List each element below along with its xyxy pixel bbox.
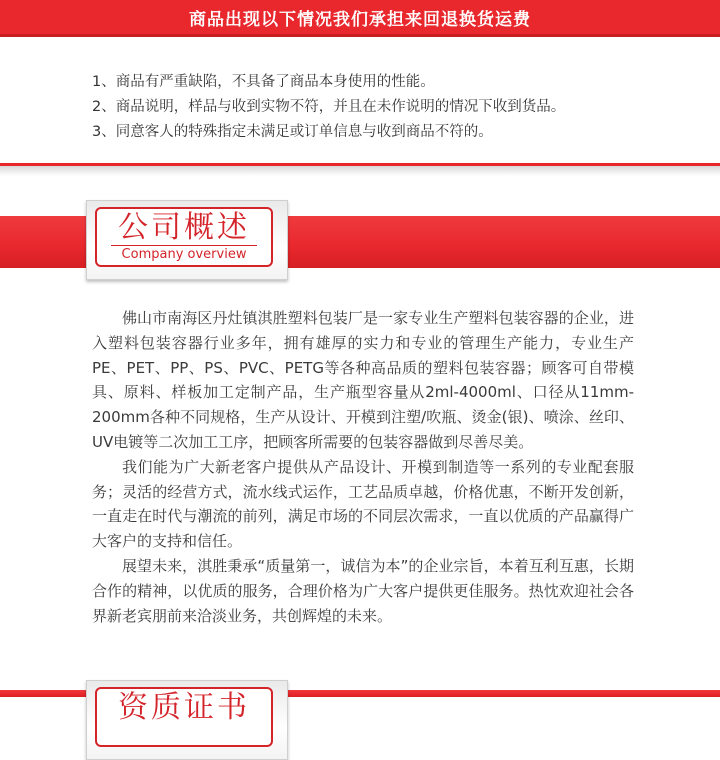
next-section-title: 资质证书 (118, 690, 250, 725)
next-section-tab (86, 680, 288, 760)
returns-shadow (0, 166, 720, 176)
intro-paragraph: 展望未来，淇胜秉承“质量第一，诚信为本”的企业宗旨，本着互利互惠，长期合作的精神，以优质的服务，合理价格为广大客户提供更佳服务。热忱欢迎社会各界新老宾朋前来洽淡业务，共创辉煌的未来。 (92, 556, 634, 625)
company-intro (92, 306, 634, 628)
returns-list (92, 70, 565, 145)
list-item: 2、商品说明，样品与收到实物不符，并且在未作说明的情况下收到货品。 (92, 99, 566, 115)
company-overview-tab-frame (95, 207, 273, 267)
section-title: 公司概述 (118, 210, 250, 245)
list-item: 1、商品有严重缺陷，不具备了商品本身使用的性能。 (92, 74, 435, 90)
list-item: 3、同意客人的特殊指定未满足或订单信息与收到商品不符的。 (92, 124, 493, 140)
company-overview-tab (86, 200, 288, 280)
section-subtitle: Company overview (111, 245, 257, 263)
returns-banner (0, 0, 720, 37)
intro-paragraph: 佛山市南海区丹灶镇淇胜塑料包装厂是一家专业生产塑料包装容器的企业，进入塑料包装容器行业多年，拥有雄厚的实力和专业的管理生产能力，专业生产PE、PET、PP、PS、PVC、PETG等各种高品质的塑料包装容器；顾客可自带模具、原料、样板加工定制产品，生产瓶型容量从2ml-4000ml、口径从11mm-200mm各种不同规格，生产从设计、开模到注塑/吹瓶、烫金(银)、喷涂、丝印、UV电镀等二次加工工序，把顾客所需要的包装容器做到尽善尽美。 (92, 309, 634, 451)
intro-paragraph: 我们能为广大新老客户提供从产品设计、开模到制造等一系列的专业配套服务；灵活的经营方式，流水线式运作，工艺品质卓越，价格优惠，不断开发创新，一直走在时代与潮流的前列，满足市场的不同层次需求，一直以优质的产品赢得广大客户的支持和信任。 (92, 457, 634, 551)
returns-banner-title: 商品出现以下情况我们承担来回退换货运费 (189, 9, 531, 30)
next-section-tab-frame (95, 687, 273, 747)
